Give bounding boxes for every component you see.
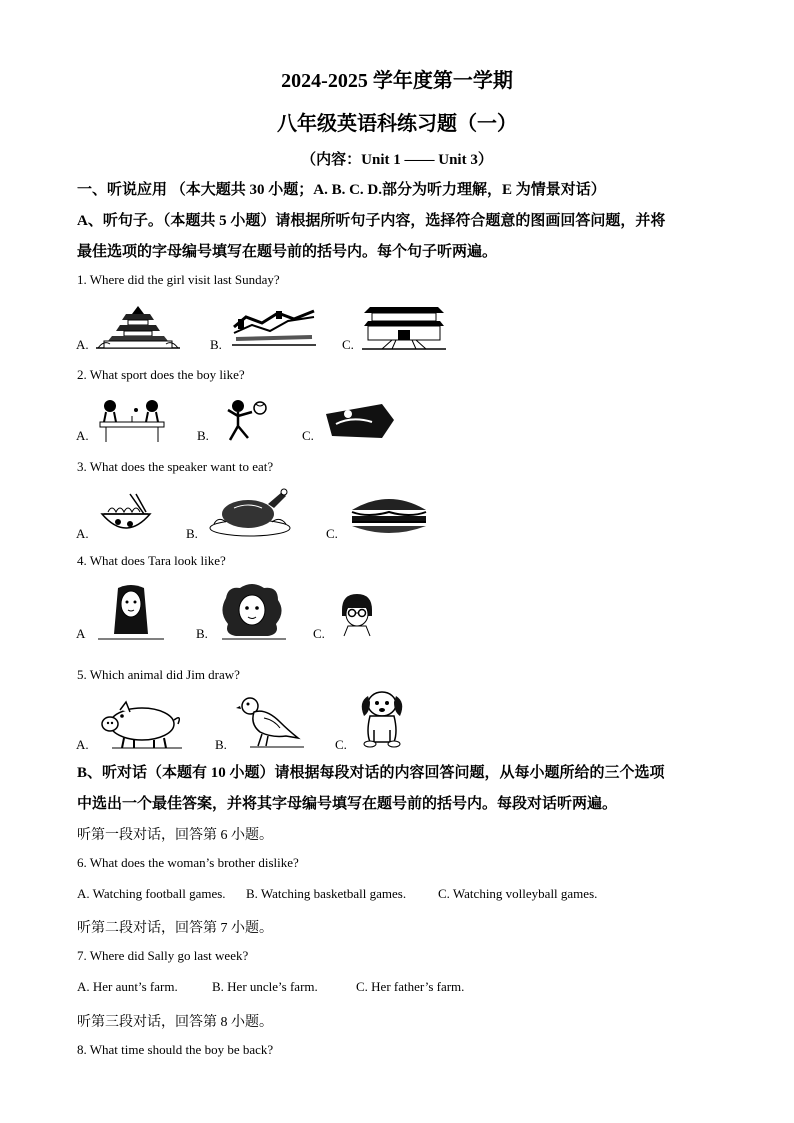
q1-option-a-label: A. — [76, 337, 89, 352]
ping-pong-players-image — [96, 398, 168, 444]
question-8-text: 8. What time should the boy be back? — [77, 1042, 274, 1057]
exam-title-year: 2024-2025 学年度第一学期 — [281, 70, 513, 92]
section-b-instruction-line2: 中选出一个最佳答案，并将其字母编号填写在题号前的括号内。每段对话听两遍。 — [77, 796, 618, 812]
q7-option-b: B. Her uncle’s farm. — [212, 979, 318, 994]
question-5-text: 5. Which animal did Jim draw? — [77, 667, 240, 682]
q4-option-c-label: C. — [313, 626, 325, 641]
q6-option-b: B. Watching basketball games. — [246, 886, 407, 901]
question-1-text: 1. Where did the girl visit last Sunday? — [77, 272, 280, 287]
great-wall-image — [232, 307, 316, 347]
q6-option-a: A. Watching football games. — [77, 886, 226, 901]
boy-playing-volleyball-image — [220, 398, 272, 444]
exam-scope: （内容：Unit 1 —— Unit 3） — [301, 152, 493, 168]
q3-option-a-label: A. — [76, 526, 89, 541]
q7-option-c: C. Her father’s farm. — [356, 979, 465, 994]
girl-short-hair-glasses-image — [334, 592, 380, 638]
forbidden-city-gate-image — [362, 299, 446, 351]
q4-option-b-label: B. — [196, 626, 208, 641]
section-b-instruction-line1: B、听对话（本题有 10 小题）请根据每段对话的内容回答问题，从每小题所给的三个选项 — [77, 765, 665, 781]
q5-option-c-label: C. — [335, 737, 347, 752]
q1-option-c-label: C. — [342, 337, 354, 352]
q2-option-b-label: B. — [197, 428, 209, 443]
hamburger-image — [348, 494, 430, 536]
girl-long-straight-hair-image — [98, 584, 164, 640]
dialog-2-intro: 听第二段对话，回答第 7 小题。 — [77, 921, 273, 936]
q2-option-a-label: A. — [76, 428, 89, 443]
bird-image — [236, 694, 304, 750]
dog-image — [356, 688, 410, 748]
dialog-3-intro: 听第三段对话，回答第 8 小题。 — [77, 1015, 273, 1030]
noodles-bowl-image — [96, 492, 156, 540]
question-2-text: 2. What sport does the boy like? — [77, 367, 245, 382]
question-3-text: 3. What does the speaker want to eat? — [77, 459, 274, 474]
dialog-1-intro: 听第一段对话，回答第 6 小题。 — [77, 828, 273, 843]
section-a-instruction-line2: 最佳选项的字母编号填写在题号前的括号内。每个句子听两遍。 — [77, 244, 498, 260]
swimmer-image — [322, 400, 396, 442]
girl-curly-hair-image — [216, 584, 288, 640]
q6-option-c: C. Watching volleyball games. — [438, 886, 598, 901]
q4-option-a-label: A — [76, 626, 86, 641]
q1-option-b-label: B. — [210, 337, 222, 352]
q5-option-a-label: A. — [76, 737, 89, 752]
section-a-instruction-line1: A、听句子。（本题共 5 小题）请根据所听句子内容，选择符合题意的图画回答问题，并将 — [77, 213, 666, 229]
question-6-text: 6. What does the woman’s brother dislike? — [77, 855, 299, 870]
q7-option-a: A. Her aunt’s farm. — [77, 979, 178, 994]
exam-title-grade: 八年级英语科练习题（一） — [277, 113, 517, 135]
question-7-text: 7. Where did Sally go last week? — [77, 948, 249, 963]
part-one-heading: 一、听说应用 （本大题共 30 小题；A. B. C. D.部分为听力理解，E 为情景对话） — [77, 182, 606, 198]
q3-option-c-label: C. — [326, 526, 338, 541]
q2-option-c-label: C. — [302, 428, 314, 443]
q5-option-b-label: B. — [215, 737, 227, 752]
q3-option-b-label: B. — [186, 526, 198, 541]
question-4-text: 4. What does Tara look like? — [77, 553, 226, 568]
roast-chicken-image — [208, 486, 292, 538]
pig-image — [98, 700, 182, 750]
temple-of-heaven-image — [96, 304, 180, 350]
